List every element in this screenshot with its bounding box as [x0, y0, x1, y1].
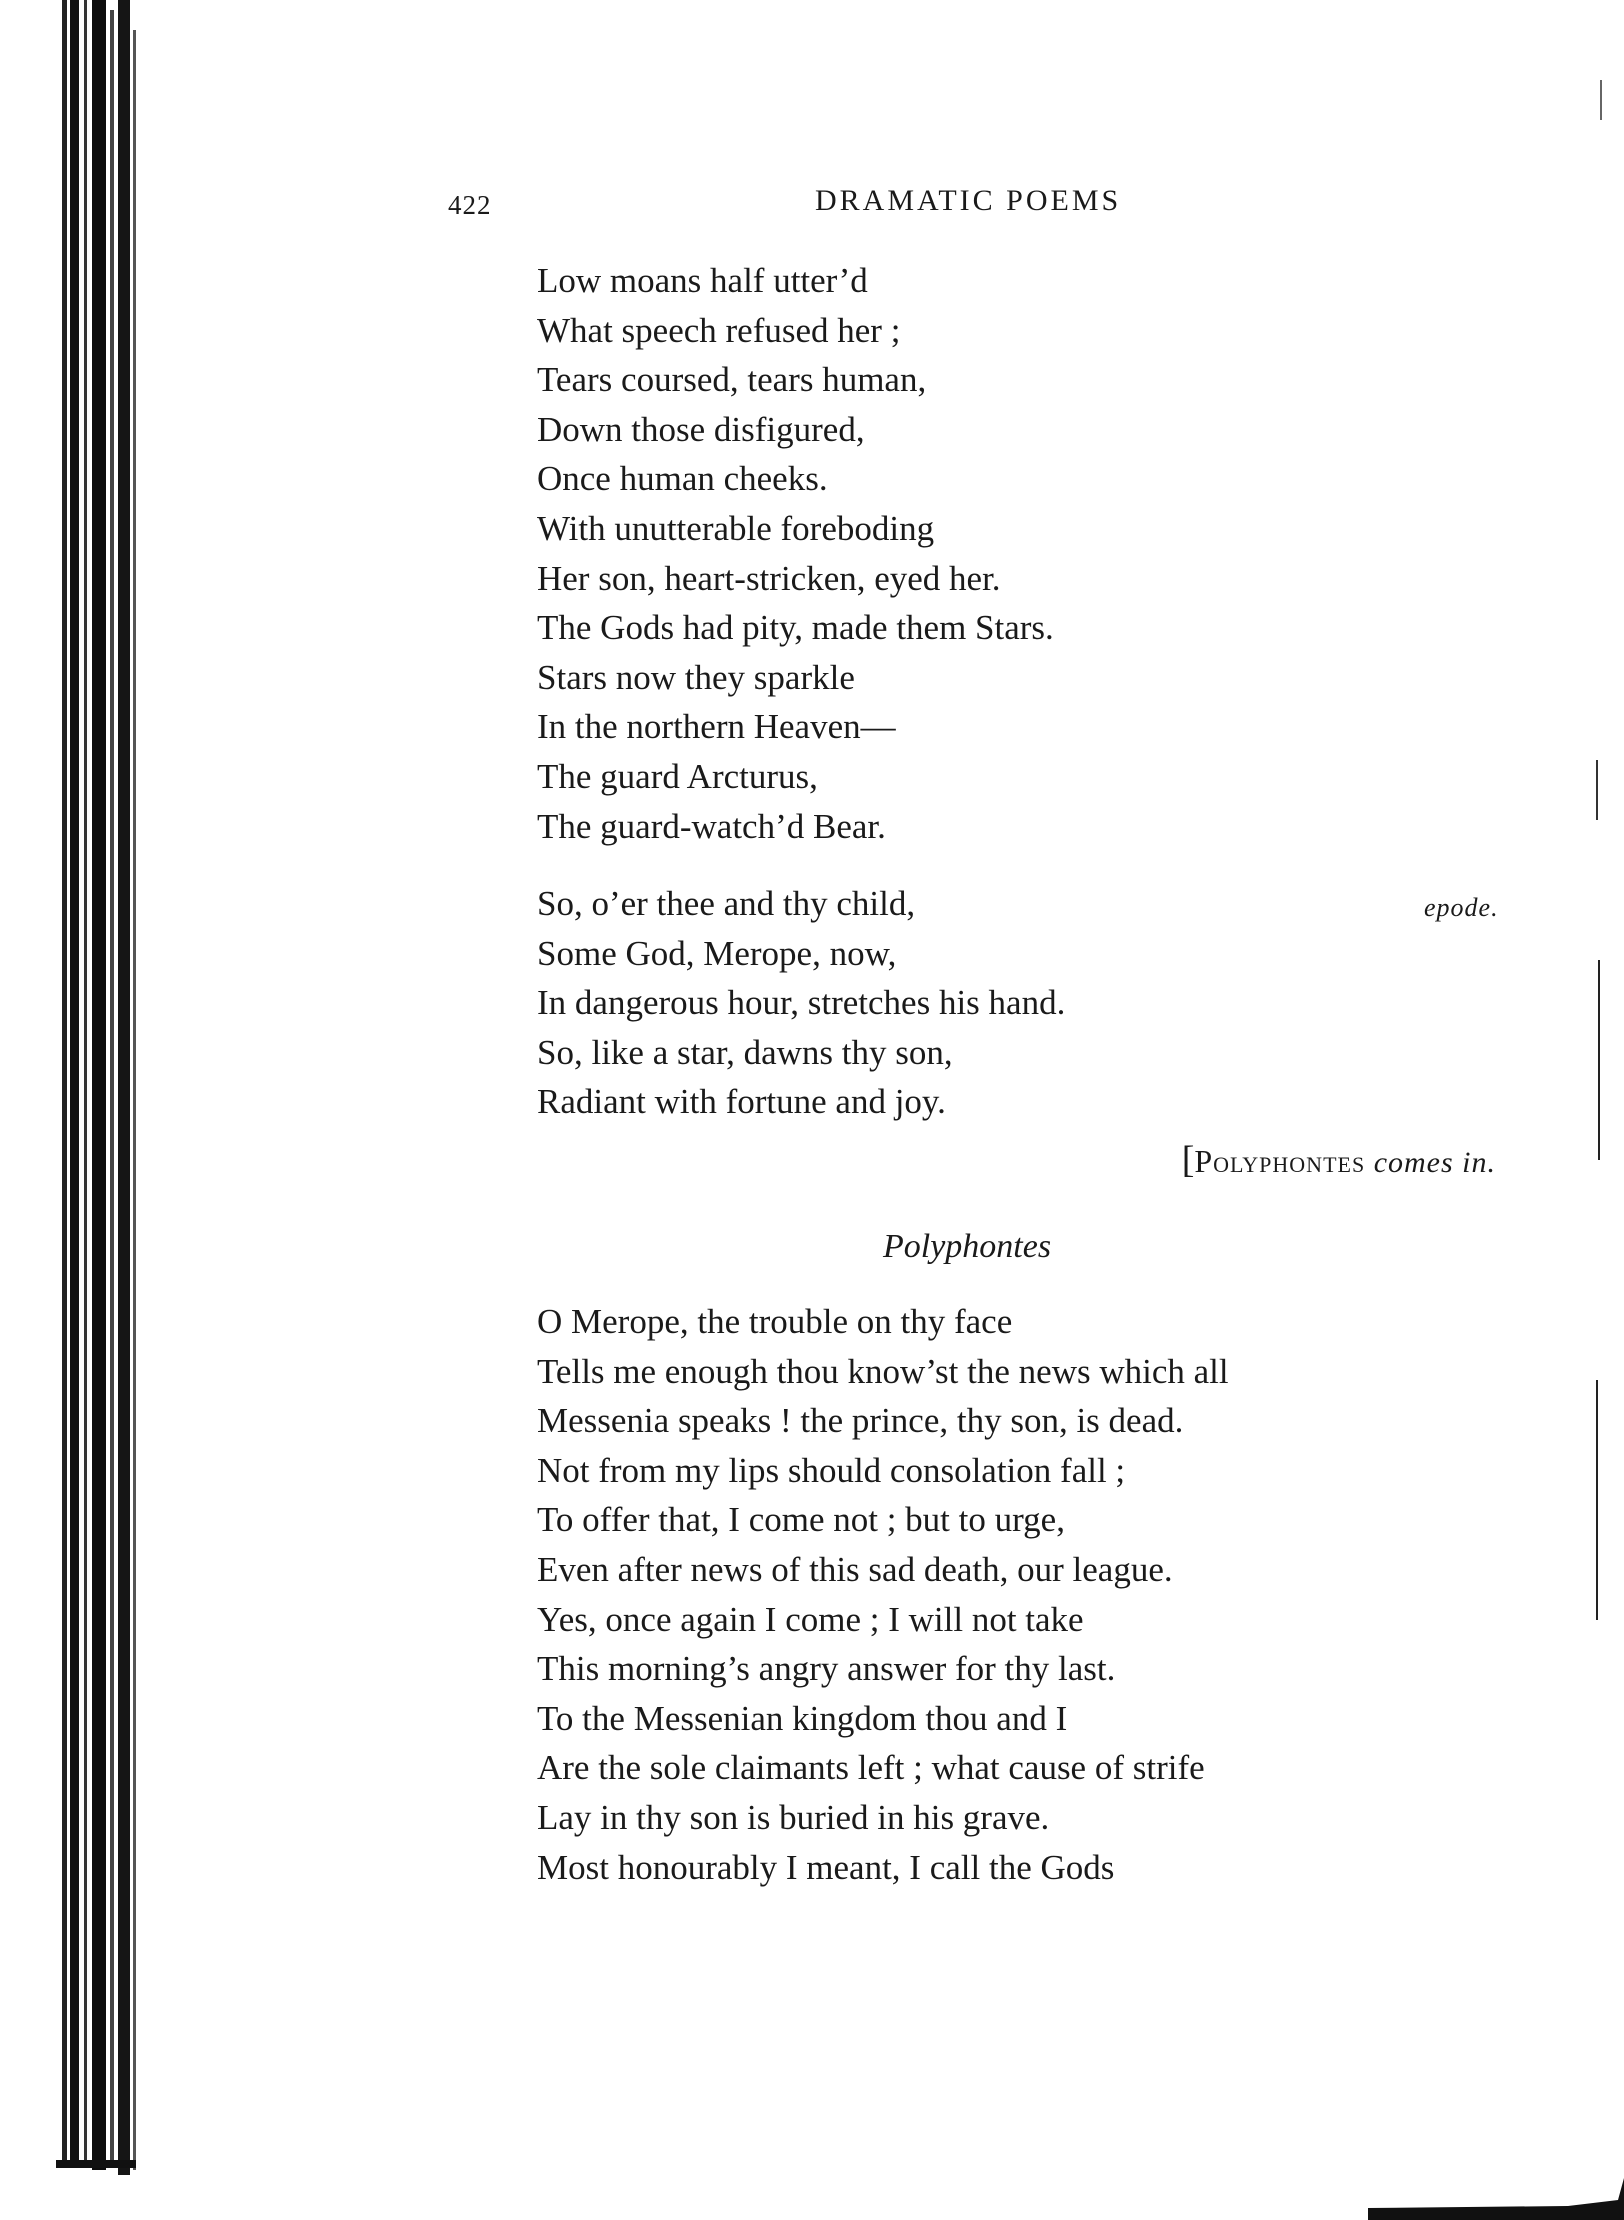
stanza-1	[537, 256, 1054, 851]
verse-line: Once human cheeks.	[537, 459, 828, 499]
verse-line: To the Messenian kingdom thou and I	[537, 1698, 1068, 1738]
stanza-2	[537, 879, 1065, 1127]
verse-line: Even after news of this sad death, our league.	[537, 1549, 1173, 1589]
verse-line: Most honourably I meant, I call the Gods	[537, 1847, 1115, 1887]
verse-line: So, o’er thee and thy child,	[537, 884, 916, 923]
stage-action: comes in.	[1373, 1146, 1496, 1179]
verse-line: In the northern Heaven—	[537, 707, 896, 747]
running-title: DRAMATIC POEMS	[815, 184, 1122, 217]
verse-line: Radiant with fortune and joy.	[537, 1082, 946, 1122]
speech-polyphontes	[537, 1297, 1229, 1892]
page-number: 422	[448, 190, 492, 220]
verse-line: Some God, Merope, now,	[537, 933, 897, 973]
verse-line: Down those disfigured,	[537, 409, 865, 449]
verse-line: Low moans half utter’d	[537, 261, 868, 300]
margin-note-epode: epode.	[1424, 893, 1499, 922]
verse-line: O Merope, the trouble on thy face	[537, 1302, 1013, 1341]
stage-bracket: [	[1181, 1139, 1195, 1181]
verse-line: This morning’s angry answer for thy last.	[537, 1649, 1116, 1689]
verse-line: Messenia speaks ! the prince, thy son, is dead.	[537, 1401, 1184, 1441]
verse-line: So, like a star, dawns thy son,	[537, 1032, 953, 1072]
verse-line: In dangerous hour, stretches his hand.	[537, 983, 1066, 1023]
verse-line: Not from my lips should consolation fall ;	[537, 1450, 1126, 1490]
verse-line: Are the sole claimants left ; what cause of strife	[537, 1748, 1205, 1788]
verse-line: The guard-watch’d Bear.	[537, 806, 886, 846]
verse-line: The Gods had pity, made them Stars.	[537, 608, 1054, 648]
speaker-heading: Polyphontes	[883, 1228, 1052, 1265]
scan-edge-marks	[1584, 0, 1624, 2220]
binding-gutter	[0, 0, 140, 2220]
verse-line: Her son, heart-stricken, eyed her.	[537, 558, 1001, 598]
verse-line: Yes, once again I come ; I will not take	[537, 1599, 1084, 1639]
verse-line: Lay in thy son is buried in his grave.	[537, 1797, 1050, 1837]
verse-line: What speech refused her ;	[537, 310, 901, 350]
verse-line: The guard Arcturus,	[537, 756, 818, 796]
verse-line: To offer that, I come not ; but to urge,	[537, 1500, 1065, 1540]
page-edge-shadow	[1368, 2178, 1624, 2220]
verse-line: With unutterable foreboding	[537, 508, 935, 548]
verse-line: Tears coursed, tears human,	[537, 360, 927, 400]
stage-character-name: Polyphontes	[1194, 1143, 1366, 1179]
verse-line: Tells me enough thou know’st the news which all	[537, 1351, 1229, 1391]
stage-direction	[1182, 1138, 1496, 1182]
verse-line: Stars now they sparkle	[537, 657, 855, 697]
